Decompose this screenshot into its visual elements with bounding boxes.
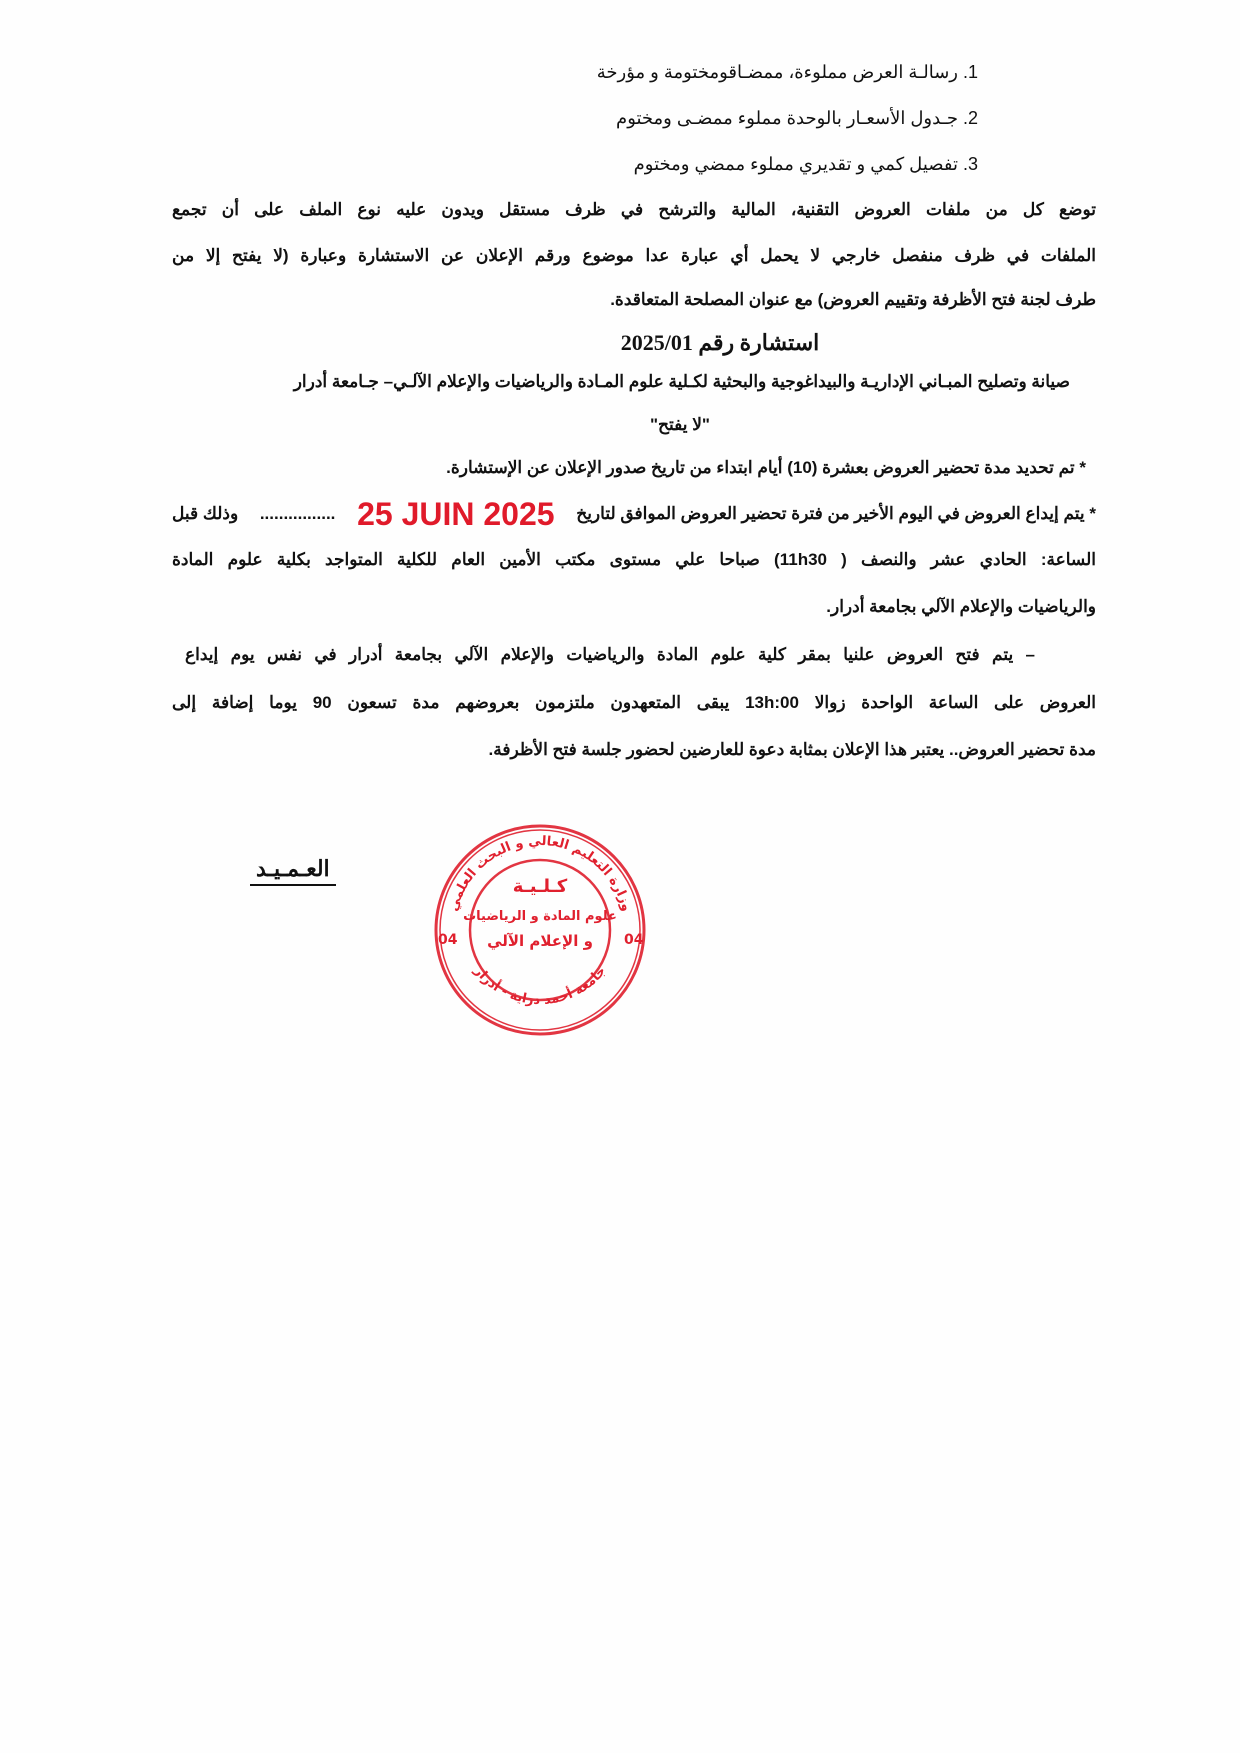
- svg-text:وزارة التعليم العالي و البحث ا: [446, 834, 634, 913]
- subject: صيانة وتصليح المبـاني الإداريـة والبيداغوجية والبحثية لكـلية علوم المـادة والرياضيات والإعلام الآلـي– جـامعة أدرار: [293, 372, 1070, 391]
- do-not-open: "لا يفتح": [650, 415, 710, 434]
- seal-line1: كـلـيـة: [512, 876, 568, 897]
- consultation-title: استشارة رقم 2025/01: [620, 330, 820, 355]
- bullet-item: [172, 494, 1096, 534]
- svg-text:جامعة أحمد دراية - أدرار: [470, 963, 609, 1008]
- list-item: 1. رسالـة العرض مملوءة، ممضـاقومختومة و مؤرخة: [596, 62, 978, 82]
- seal-code: 04: [624, 932, 644, 948]
- list-item: 2. جـدول الأسعـار بالوحدة مملوء ممضـى ومختوم: [616, 108, 978, 128]
- paragraph-line: الملفات في ظرف منفصل خارجي لا يحمل أي عبارة عدا موضوع ورقم الإعلان عن الاستشارة وعبارة (لا يفتح إلا من: [172, 246, 1096, 265]
- paragraph-line: – يتم فتح العروض علنيا بمقر كلية علوم المادة والرياضيات والإعلام الآلي بجامعة أدرار في نفس يوم إيداع: [185, 645, 1035, 664]
- paragraph-line: طرف لجنة فتح الأظرفة وتقييم العروض) مع عنوان المصلحة المتعاقدة.: [610, 290, 1096, 309]
- date-stamp: 25 JUIN 2025: [357, 496, 555, 532]
- seal-code: 04: [438, 932, 458, 948]
- date-dots: ................: [259, 504, 336, 523]
- bullet-item: * تم تحديد مدة تحضير العروض بعشرة (10) أيام ابتداء من تاريخ صدور الإعلان عن الإستشارة.: [446, 458, 1086, 477]
- paragraph-line: العروض على الساعة الواحدة زوالا 13h:00 يبقى المتعهدون ملتزمون بعروضهم مدة تسعون 90 يوما إضافة إلى: [172, 693, 1096, 712]
- bullet-text: * يتم إيداع العروض في اليوم الأخير من فترة تحضير العروض الموافق لتاريخ: [576, 504, 1096, 523]
- official-seal: [430, 820, 650, 1040]
- signature-title: العـمـيـد: [250, 856, 336, 886]
- seal-outer-bottom: جامعة أحمد دراية - أدرار: [470, 963, 610, 1009]
- paragraph-line: والرياضيات والإعلام الآلي بجامعة أدرار.: [826, 597, 1096, 616]
- seal-outer-top: وزارة التعليم العالي و البحث العلمي: [446, 833, 634, 914]
- seal-line3: و الإعلام الآلي: [487, 932, 593, 950]
- list-item: 3. تفصيل كمي و تقديري مملوء ممضي ومختوم: [633, 154, 978, 174]
- paragraph-line: مدة تحضير العروض.. يعتبر هذا الإعلان بمثابة دعوة للعارضين لحضور جلسة فتح الأظرفة.: [488, 740, 1096, 759]
- seal-line2: علوم المادة و الرياضيات: [463, 909, 617, 924]
- paragraph-line: الساعة: الحادي عشر والنصف ( 11h30) صباحا علي مستوى مكتب الأمين العام للكلية المتواجد بكلية علوم المادة: [172, 550, 1096, 569]
- paragraph-line: توضع كل من ملفات العروض التقنية، المالية والترشح في ظرف مستقل ويدون عليه نوع الملف على أن تجمع: [172, 200, 1096, 219]
- bullet-text: وذلك قبل: [172, 504, 239, 523]
